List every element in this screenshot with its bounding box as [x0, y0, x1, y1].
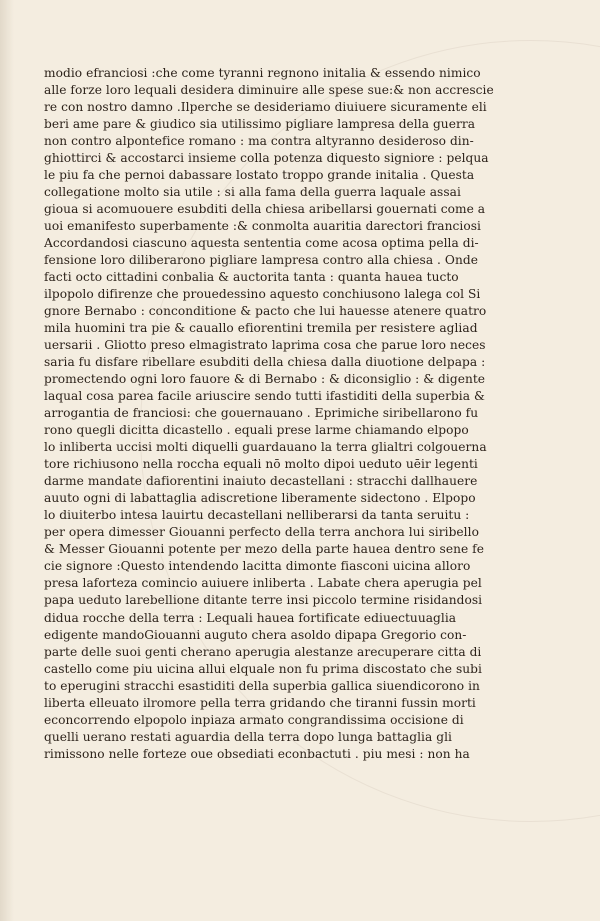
text-line: gioua si acomuouere esubditi della chiesa aribellarsi gouernati come a — [44, 202, 486, 217]
text-line: liberta elleuato ilromore pella terra gridando che tiranni fussin morti — [44, 695, 476, 710]
text-line: mila huomini tra pie & cauallo efiorentini tremila per resistere agliad — [44, 321, 478, 336]
text-line: per opera dimesser Giouanni perfecto della terra anchora lui siribello — [44, 525, 479, 540]
text-line: papa ueduto larebellione ditante terre insi piccolo termine risidandosi — [44, 593, 483, 608]
text-line: saria fu disfare ribellare esubditi della chiesa dalla diuotione delpapa : — [44, 355, 486, 370]
text-line: promectendo ogni loro fauore & di Bernabo : & diconsiglio : & digente — [44, 372, 486, 387]
text-line: tore richiusono nella roccha equali nō molto dipoi ueduto uēir legenti — [44, 457, 478, 472]
text-line: ilpopolo difirenze che prouedessino aquesto conchiusono lalega col Si — [44, 287, 481, 302]
text-line: econcorrendo elpopolo inpiaza armato congrandissima occisione di — [44, 712, 464, 727]
text-line: darme mandate dafiorentini inaiuto decastellani : stracchi dallhauere — [44, 474, 478, 489]
printed-text-block — [44, 65, 564, 763]
text-line: arrogantia de franciosi: che gouernauano . Eprimiche siribellarono fu — [44, 406, 479, 421]
text-line: laqual cosa parea facile ariuscire sendo tutti ifastiditi della superbia & — [44, 389, 485, 404]
text-line: lo inliberta uccisi molti diquelli guardauano la terra glialtri colgouerna — [44, 440, 487, 455]
page-edge-shadow — [0, 0, 14, 921]
text-line: fensione loro diliberarono pigliare lampresa contro alla chiesa . Onde — [44, 253, 478, 268]
text-line: lo diuiterbo intesa lauirtu decastellani nelliberarsi da tanta seruitu : — [44, 508, 470, 523]
text-line: castello come piu uicina allui elquale non fu prima discostato che subi — [44, 661, 482, 676]
text-line: didua rocche della terra : Lequali hauea fortificate ediuectuuaglia — [44, 610, 457, 625]
text-line: ghiottirci & accostarci insieme colla potenza diquesto signiore : pelqua — [44, 151, 489, 166]
text-line: & Messer Giouanni potente per mezo della parte hauea dentro sene fe — [44, 542, 485, 557]
text-line: uersarii . Gliotto preso elmagistrato laprima cosa che parue loro neces — [44, 338, 486, 353]
text-line: collegatione molto sia utile : si alla fama della guerra laquale assai — [44, 185, 461, 200]
text-line: modio efranciosi :che come tyranni regnono initalia & essendo nimico — [44, 66, 481, 80]
text-line: rimissono nelle forteze oue obsediati econbactuti . piu mesi : non ha — [44, 746, 470, 761]
text-line: presa laforteza comincio auiuere inliberta . Labate chera aperugia pel — [44, 576, 482, 591]
text-line: to eperugini stracchi esastiditi della superbia gallica siuendicorono in — [44, 678, 480, 693]
text-line: beri ame pare & giudico sia utilissimo pigliare lampresa della guerra — [44, 117, 476, 132]
text-line: non contro alpontefice romano : ma contra altyranno desideroso din- — [44, 134, 474, 149]
text-line: edigente mandoGiouanni auguto chera asoldo dipapa Gregorio con- — [44, 627, 467, 642]
text-line: parte delle suoi genti cherano aperugia alestanze arecuperare citta di — [44, 644, 482, 659]
text-line: alle forze loro lequali desidera diminuire alle spese sue:& non accrescie — [44, 83, 494, 98]
text-line: le piu fa che pernoi dabassare lostato troppo grande initalia . Questa — [44, 168, 475, 183]
text-line: facti octo cittadini conbalia & auctorita tanta : quanta hauea tucto — [44, 270, 459, 285]
text-line: uoi emanifesto superbamente :& conmolta auaritia darectori franciosi — [44, 219, 481, 234]
text-line: cie signore :Questo intendendo lacitta dimonte fiasconi uicina alloro — [44, 559, 471, 574]
text-line: auuto ogni di labattaglia adiscretione liberamente sidectono . Elpopo — [44, 491, 476, 506]
text-line: quelli uerano restati aguardia della terra dopo lunga battaglia gli — [44, 729, 452, 744]
text-line: Accordandosi ciascuno aquesta sententia come acosa optima pella di- — [44, 236, 479, 251]
text-line: rono quegli dicitta dicastello . equali prese larme chiamando elpopo — [44, 423, 469, 438]
text-line: re con nostro damno .Ilperche se desideriamo diuiuere sicuramente eli — [44, 100, 487, 115]
text-line: gnore Bernabo : conconditione & pacto che lui hauesse atenere quatro — [44, 304, 487, 319]
